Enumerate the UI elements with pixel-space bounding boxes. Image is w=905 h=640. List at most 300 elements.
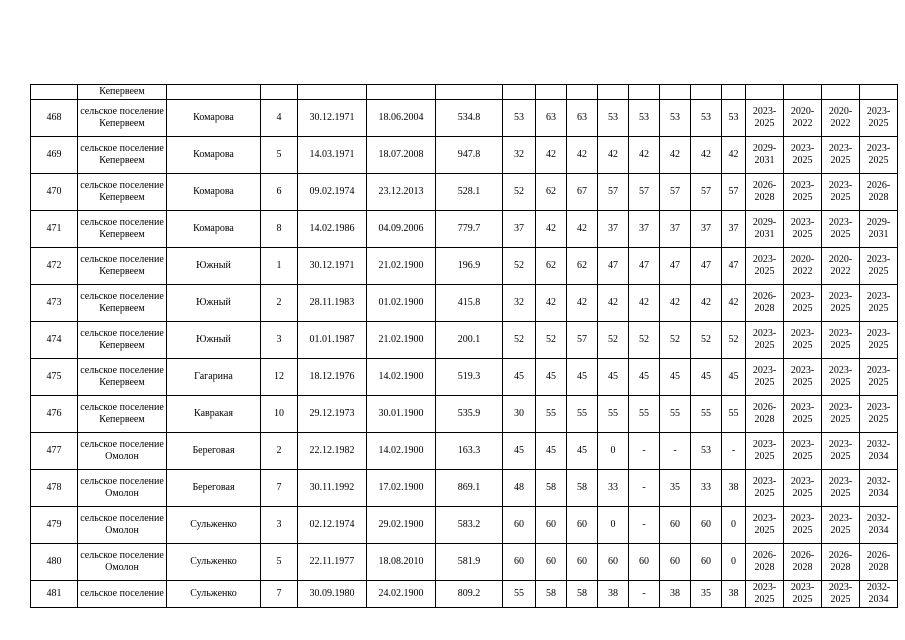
cell-period: 2023-2025 <box>822 433 860 470</box>
cell-value: 38 <box>722 581 746 608</box>
cell-value: 45 <box>598 359 629 396</box>
cell-value: 63 <box>536 100 567 137</box>
cell-value: 42 <box>536 137 567 174</box>
cell-house: 2 <box>261 285 298 322</box>
cell-value: 47 <box>691 248 722 285</box>
cell-num: 480 <box>31 544 78 581</box>
cell-value: 45 <box>629 359 660 396</box>
cell-value <box>567 85 598 100</box>
cell-period: 2023-2025 <box>860 396 898 433</box>
cell-value: 0 <box>722 544 746 581</box>
cell-settlement: сельское поселение Кепервеем <box>78 396 167 433</box>
cell-value: 45 <box>691 359 722 396</box>
cell-value: 60 <box>536 507 567 544</box>
cell-period: 2023-2025 <box>860 322 898 359</box>
cell-area: 196.9 <box>436 248 503 285</box>
cell-settlement: сельское поселение Кепервеем <box>78 322 167 359</box>
cell-value: 37 <box>598 211 629 248</box>
cell-value: 42 <box>691 285 722 322</box>
cell-value: 37 <box>691 211 722 248</box>
cell-period: 2023-2025 <box>822 507 860 544</box>
cell-period: 2023-2025 <box>822 470 860 507</box>
cell-house: 10 <box>261 396 298 433</box>
cell-num <box>31 85 78 100</box>
cell-period: 2023-2025 <box>784 322 822 359</box>
cell-period: 2026-2028 <box>860 544 898 581</box>
cell-house: 2 <box>261 433 298 470</box>
cell-house: 7 <box>261 470 298 507</box>
cell-date-built: 30.11.1992 <box>298 470 367 507</box>
cell-area: 809.2 <box>436 581 503 608</box>
cell-value: 58 <box>536 470 567 507</box>
cell-date-built: 28.11.1983 <box>298 285 367 322</box>
cell-value: 42 <box>598 137 629 174</box>
cell-value: 45 <box>536 433 567 470</box>
cell-date-reg: 21.02.1900 <box>367 322 436 359</box>
cell-street: Комарова <box>167 137 261 174</box>
table-row <box>31 581 898 608</box>
cell-period: 2023-2025 <box>746 470 784 507</box>
cell-value: 62 <box>567 248 598 285</box>
cell-value: 57 <box>691 174 722 211</box>
cell-value: 60 <box>503 544 536 581</box>
cell-period <box>822 85 860 100</box>
cell-period: 2020-2022 <box>784 100 822 137</box>
cell-street: Комарова <box>167 100 261 137</box>
table-row <box>31 248 898 285</box>
cell-num: 468 <box>31 100 78 137</box>
cell-value: - <box>722 433 746 470</box>
cell-date-built: 30.12.1971 <box>298 100 367 137</box>
cell-value: 42 <box>567 137 598 174</box>
cell-settlement: сельское поселение Кепервеем <box>78 137 167 174</box>
table-row <box>31 433 898 470</box>
cell-area: 519.3 <box>436 359 503 396</box>
cell-value: 60 <box>567 507 598 544</box>
cell-settlement: Кепервеем <box>78 85 167 100</box>
cell-value: 42 <box>691 137 722 174</box>
table-row <box>31 100 898 137</box>
cell-value: 58 <box>567 581 598 608</box>
cell-value: 60 <box>691 507 722 544</box>
cell-period: 2023-2025 <box>746 433 784 470</box>
cell-settlement: сельское поселение <box>78 581 167 608</box>
cell-value <box>660 85 691 100</box>
cell-settlement: сельское поселение Омолон <box>78 507 167 544</box>
cell-period: 2023-2025 <box>860 359 898 396</box>
cell-date-reg: 24.02.1900 <box>367 581 436 608</box>
cell-house: 3 <box>261 322 298 359</box>
cell-period: 2026-2028 <box>784 544 822 581</box>
cell-date-reg: 18.08.2010 <box>367 544 436 581</box>
cell-value: 57 <box>629 174 660 211</box>
cell-street: Береговая <box>167 433 261 470</box>
cell-value: 55 <box>691 396 722 433</box>
cell-value: 63 <box>567 100 598 137</box>
cell-settlement: сельское поселение Кепервеем <box>78 174 167 211</box>
cell-value: 45 <box>536 359 567 396</box>
cell-period: 2026-2028 <box>860 174 898 211</box>
cell-house: 1 <box>261 248 298 285</box>
cell-value: 57 <box>722 174 746 211</box>
cell-date-built: 02.12.1974 <box>298 507 367 544</box>
cell-value: 38 <box>660 581 691 608</box>
cell-street: Береговая <box>167 470 261 507</box>
cell-value <box>503 85 536 100</box>
cell-num: 469 <box>31 137 78 174</box>
cell-period <box>860 85 898 100</box>
cell-period: 2026-2028 <box>746 174 784 211</box>
cell-period: 2023-2025 <box>784 211 822 248</box>
cell-area: 583.2 <box>436 507 503 544</box>
cell-date-reg: 04.09.2006 <box>367 211 436 248</box>
cell-value: 33 <box>691 470 722 507</box>
cell-period <box>784 85 822 100</box>
cell-date-reg: 17.02.1900 <box>367 470 436 507</box>
cell-period <box>746 85 784 100</box>
cell-value: - <box>629 507 660 544</box>
cell-period: 2023-2025 <box>860 137 898 174</box>
table-row <box>31 396 898 433</box>
cell-street: Гагарина <box>167 359 261 396</box>
cell-period: 2023-2025 <box>822 396 860 433</box>
cell-date-reg: 14.02.1900 <box>367 433 436 470</box>
cell-settlement: сельское поселение Кепервеем <box>78 285 167 322</box>
cell-date-built: 30.12.1971 <box>298 248 367 285</box>
cell-value: 37 <box>722 211 746 248</box>
cell-period: 2023-2025 <box>784 470 822 507</box>
cell-value: 52 <box>660 322 691 359</box>
cell-period: 2023-2025 <box>822 174 860 211</box>
cell-value: 55 <box>567 396 598 433</box>
table-row <box>31 359 898 396</box>
cell-date-built <box>298 85 367 100</box>
cell-value: 42 <box>598 285 629 322</box>
cell-date-reg: 21.02.1900 <box>367 248 436 285</box>
cell-period: 2026-2028 <box>746 396 784 433</box>
cell-date-built: 22.11.1977 <box>298 544 367 581</box>
cell-date-built: 30.09.1980 <box>298 581 367 608</box>
cell-period: 2023-2025 <box>784 507 822 544</box>
cell-date-built: 14.03.1971 <box>298 137 367 174</box>
cell-house: 5 <box>261 544 298 581</box>
cell-street <box>167 85 261 100</box>
cell-value: 35 <box>660 470 691 507</box>
cell-value: 47 <box>629 248 660 285</box>
cell-date-built: 14.02.1986 <box>298 211 367 248</box>
cell-house: 7 <box>261 581 298 608</box>
cell-value: 55 <box>660 396 691 433</box>
cell-value: 62 <box>536 174 567 211</box>
cell-value: 32 <box>503 285 536 322</box>
cell-period: 2023-2025 <box>784 285 822 322</box>
cell-num: 481 <box>31 581 78 608</box>
cell-value: 60 <box>629 544 660 581</box>
cell-settlement: сельское поселение Кепервеем <box>78 359 167 396</box>
cell-value: 38 <box>722 470 746 507</box>
cell-period: 2023-2025 <box>746 581 784 608</box>
cell-value <box>691 85 722 100</box>
cell-value: 60 <box>503 507 536 544</box>
cell-period: 2032-2034 <box>860 507 898 544</box>
cell-date-built: 18.12.1976 <box>298 359 367 396</box>
cell-value: 55 <box>629 396 660 433</box>
cell-date-reg <box>367 85 436 100</box>
table-row <box>31 137 898 174</box>
cell-house: 4 <box>261 100 298 137</box>
cell-value: 42 <box>660 137 691 174</box>
cell-settlement: сельское поселение Омолон <box>78 470 167 507</box>
cell-value: 42 <box>629 137 660 174</box>
table-row <box>31 470 898 507</box>
cell-value: 60 <box>691 544 722 581</box>
cell-area: 528.1 <box>436 174 503 211</box>
cell-street: Южный <box>167 285 261 322</box>
cell-value: 47 <box>660 248 691 285</box>
cell-value: 53 <box>629 100 660 137</box>
table-row <box>31 544 898 581</box>
cell-period: 2023-2025 <box>860 248 898 285</box>
cell-value: 52 <box>503 322 536 359</box>
cell-value: 57 <box>567 322 598 359</box>
table-row <box>31 174 898 211</box>
cell-street: Кавракая <box>167 396 261 433</box>
table-row <box>31 285 898 322</box>
cell-settlement: сельское поселение Омолон <box>78 544 167 581</box>
cell-value: 45 <box>722 359 746 396</box>
cell-value <box>722 85 746 100</box>
cell-period: 2023-2025 <box>784 137 822 174</box>
cell-date-reg: 29.02.1900 <box>367 507 436 544</box>
cell-period: 2023-2025 <box>746 248 784 285</box>
cell-value: 58 <box>567 470 598 507</box>
cell-value: 42 <box>660 285 691 322</box>
cell-num: 470 <box>31 174 78 211</box>
cell-street: Комарова <box>167 211 261 248</box>
cell-value: 60 <box>536 544 567 581</box>
table-row <box>31 85 898 100</box>
cell-area <box>436 85 503 100</box>
cell-period: 2029-2031 <box>746 211 784 248</box>
cell-value: 35 <box>691 581 722 608</box>
cell-date-reg: 14.02.1900 <box>367 359 436 396</box>
cell-value: 42 <box>536 285 567 322</box>
cell-value: 37 <box>660 211 691 248</box>
cell-value: 37 <box>629 211 660 248</box>
cell-street: Южный <box>167 248 261 285</box>
cell-value: 53 <box>503 100 536 137</box>
cell-value: 52 <box>598 322 629 359</box>
cell-street: Комарова <box>167 174 261 211</box>
cell-date-built: 09.02.1974 <box>298 174 367 211</box>
cell-period: 2023-2025 <box>746 359 784 396</box>
cell-value: 0 <box>598 507 629 544</box>
cell-value: 55 <box>722 396 746 433</box>
cell-value: 47 <box>722 248 746 285</box>
cell-value: 53 <box>691 100 722 137</box>
cell-num: 477 <box>31 433 78 470</box>
cell-value: 45 <box>503 359 536 396</box>
cell-period: 2029-2031 <box>860 211 898 248</box>
cell-value: 58 <box>536 581 567 608</box>
cell-value: - <box>629 433 660 470</box>
cell-value: 57 <box>598 174 629 211</box>
cell-period: 2023-2025 <box>746 507 784 544</box>
cell-num: 472 <box>31 248 78 285</box>
cell-value <box>598 85 629 100</box>
cell-period: 2023-2025 <box>822 211 860 248</box>
cell-house: 8 <box>261 211 298 248</box>
cell-value: 62 <box>536 248 567 285</box>
cell-value: 38 <box>598 581 629 608</box>
table-row <box>31 322 898 359</box>
cell-period: 2023-2025 <box>822 359 860 396</box>
cell-value: 53 <box>660 100 691 137</box>
cell-value: 52 <box>629 322 660 359</box>
cell-date-built: 01.01.1987 <box>298 322 367 359</box>
cell-num: 476 <box>31 396 78 433</box>
cell-value: 52 <box>722 322 746 359</box>
cell-period: 2026-2028 <box>746 544 784 581</box>
cell-area: 200.1 <box>436 322 503 359</box>
cell-period: 2026-2028 <box>746 285 784 322</box>
cell-num: 479 <box>31 507 78 544</box>
cell-area: 947.8 <box>436 137 503 174</box>
cell-period: 2023-2025 <box>784 433 822 470</box>
cell-value: 60 <box>660 507 691 544</box>
cell-area: 581.9 <box>436 544 503 581</box>
cell-area: 869.1 <box>436 470 503 507</box>
cell-value: 60 <box>660 544 691 581</box>
cell-period: 2020-2022 <box>822 248 860 285</box>
cell-period: 2029-2031 <box>746 137 784 174</box>
cell-value: 67 <box>567 174 598 211</box>
cell-value: 42 <box>722 285 746 322</box>
cell-num: 473 <box>31 285 78 322</box>
cell-settlement: сельское поселение Кепервеем <box>78 248 167 285</box>
cell-value: 42 <box>567 211 598 248</box>
cell-value: 55 <box>598 396 629 433</box>
cell-num: 475 <box>31 359 78 396</box>
cell-period: 2032-2034 <box>860 433 898 470</box>
cell-area: 534.8 <box>436 100 503 137</box>
cell-value: 53 <box>691 433 722 470</box>
cell-period: 2023-2025 <box>860 100 898 137</box>
cell-value: 52 <box>536 322 567 359</box>
cell-street: Сульженко <box>167 507 261 544</box>
cell-value: 42 <box>629 285 660 322</box>
cell-period: 2023-2025 <box>784 359 822 396</box>
cell-period: 2020-2022 <box>822 100 860 137</box>
cell-area: 535.9 <box>436 396 503 433</box>
cell-value: 30 <box>503 396 536 433</box>
cell-period: 2032-2034 <box>860 581 898 608</box>
cell-street: Южный <box>167 322 261 359</box>
cell-num: 478 <box>31 470 78 507</box>
cell-value: 48 <box>503 470 536 507</box>
cell-value <box>629 85 660 100</box>
cell-settlement: сельское поселение Омолон <box>78 433 167 470</box>
cell-area: 163.3 <box>436 433 503 470</box>
cell-value: - <box>660 433 691 470</box>
cell-street: Сульженко <box>167 581 261 608</box>
cell-date-reg: 18.06.2004 <box>367 100 436 137</box>
cell-date-built: 22.12.1982 <box>298 433 367 470</box>
cell-value: 53 <box>598 100 629 137</box>
cell-value: 52 <box>503 248 536 285</box>
cell-value: 0 <box>722 507 746 544</box>
cell-value: 52 <box>691 322 722 359</box>
cell-period: 2026-2028 <box>822 544 860 581</box>
cell-house: 3 <box>261 507 298 544</box>
cell-value: 60 <box>567 544 598 581</box>
cell-num: 471 <box>31 211 78 248</box>
cell-value: 42 <box>567 285 598 322</box>
cell-period: 2023-2025 <box>822 285 860 322</box>
cell-area: 415.8 <box>436 285 503 322</box>
cell-value: 60 <box>598 544 629 581</box>
cell-period: 2023-2025 <box>822 137 860 174</box>
cell-value: 33 <box>598 470 629 507</box>
cell-value: 57 <box>660 174 691 211</box>
cell-house: 12 <box>261 359 298 396</box>
cell-value: 47 <box>598 248 629 285</box>
cell-value: 45 <box>567 359 598 396</box>
cell-period: 2023-2025 <box>746 322 784 359</box>
table-row <box>31 507 898 544</box>
cell-date-built: 29.12.1973 <box>298 396 367 433</box>
cell-value: 42 <box>536 211 567 248</box>
cell-period: 2023-2025 <box>784 581 822 608</box>
cell-value: 45 <box>567 433 598 470</box>
cell-period: 2023-2025 <box>746 100 784 137</box>
cell-value: 45 <box>660 359 691 396</box>
cell-area: 779.7 <box>436 211 503 248</box>
cell-settlement: сельское поселение Кепервеем <box>78 100 167 137</box>
housing-register-table <box>30 84 898 608</box>
cell-value: 55 <box>536 396 567 433</box>
cell-period: 2023-2025 <box>784 396 822 433</box>
cell-period: 2023-2025 <box>784 174 822 211</box>
cell-house: 6 <box>261 174 298 211</box>
cell-date-reg: 23.12.2013 <box>367 174 436 211</box>
cell-value: - <box>629 581 660 608</box>
cell-num: 474 <box>31 322 78 359</box>
cell-value: 42 <box>722 137 746 174</box>
cell-street: Сульженко <box>167 544 261 581</box>
cell-value: - <box>629 470 660 507</box>
cell-settlement: сельское поселение Кепервеем <box>78 211 167 248</box>
cell-period: 2032-2034 <box>860 470 898 507</box>
cell-date-reg: 30.01.1900 <box>367 396 436 433</box>
table-row <box>31 211 898 248</box>
cell-value: 45 <box>503 433 536 470</box>
cell-house: 5 <box>261 137 298 174</box>
cell-value: 32 <box>503 137 536 174</box>
cell-date-reg: 01.02.1900 <box>367 285 436 322</box>
cell-house <box>261 85 298 100</box>
cell-value: 0 <box>598 433 629 470</box>
cell-period: 2023-2025 <box>860 285 898 322</box>
cell-period: 2023-2025 <box>822 581 860 608</box>
cell-value: 55 <box>503 581 536 608</box>
cell-value: 53 <box>722 100 746 137</box>
cell-date-reg: 18.07.2008 <box>367 137 436 174</box>
cell-value: 52 <box>503 174 536 211</box>
cell-period: 2023-2025 <box>822 322 860 359</box>
cell-period: 2020-2022 <box>784 248 822 285</box>
cell-value <box>536 85 567 100</box>
